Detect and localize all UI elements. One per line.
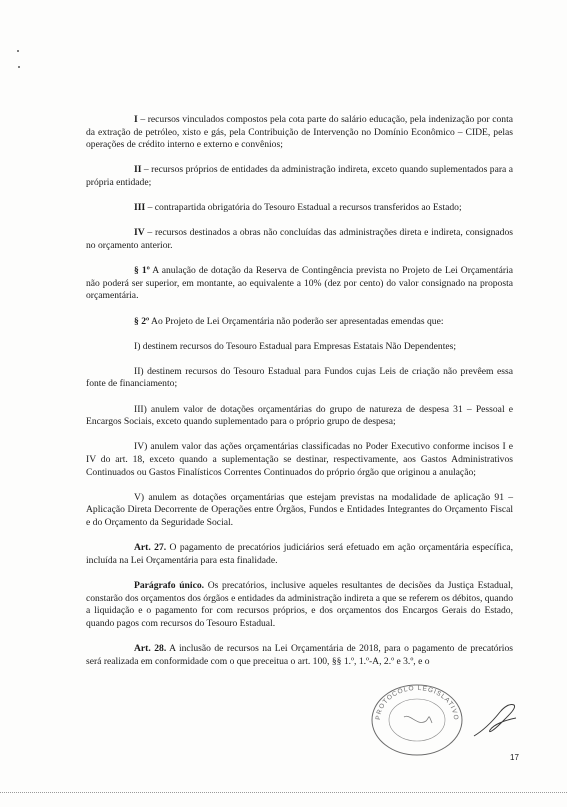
stamp-text: PROTOCOLO LEGISLATIVO xyxy=(374,684,460,722)
paragraph-art-27: Art. 27. O pagamento de precatórios judiciários será efetuado em ação orçamentária específica, incluída na Lei Orçamentária para esta finalidade. xyxy=(86,542,514,566)
handwritten-signature xyxy=(470,700,520,742)
scan-speck xyxy=(17,50,19,52)
paragraph-item-2: II) destinem recursos do Tesouro Estadual para Fundos cujas Leis de criação não prevêem essa fonte de financiamento; xyxy=(86,365,513,390)
paragraph-paragrafo-2: § 2º Ao Projeto de Lei Orçamentária não poderão ser apresentadas emendas que: xyxy=(134,315,444,327)
paragraph-inciso-3: III – contrapartida obrigatória do Tesouro Estadual a recursos transferidos ao Estado; xyxy=(134,202,462,214)
paragraph-item-4: IV) anulem valor das ações orçamentárias classificadas no Poder Executivo conforme incisos I e IV do art. 18, exceto quando a suplementação se destinar, respectivamente, aos Gastos Administrativos Continuados ou Gastos Finalísticos Correntes Continuados do próprio órgão que originou a anulação; xyxy=(86,441,513,478)
svg-text:PROTOCOLO LEGISLATIVO xyxy=(375,685,459,721)
paragraph-art-28: Art. 28. A inclusão de recursos na Lei Orçamentária de 2018, para o pagamento de precatórios será realizada em conformidade com o que preceitua o art. 100, §§ 1.º, 1.º-A, 2.º e 3.º, e o xyxy=(86,642,513,667)
paragraph-item-1: I) destinem recursos do Tesouro Estadual para Empresas Estatais Não Dependentes; xyxy=(134,340,457,352)
scan-speck xyxy=(18,66,20,68)
paragraph-paragrafo-unico: Parágrafo único. Os precatórios, inclusive aqueles resultantes de decisões da Justiça Estadual, constarão dos orçamentos dos órgãos e entidades da administração indireta a que se referem os débitos, quando a liquidação e o pagamento for com recursos próprios, e dos orçamentos dos Encargos Gerais do Estado, quando pagos com recursos do Tesouro Estadual. xyxy=(86,579,514,629)
paragraph-item-3: III) anulem valor de dotações orçamentárias do grupo de natureza de despesa 31 – Pessoal e Encargos Sociais, exceto quando suplementado para o próprio grupo de despesa; xyxy=(86,403,513,428)
page-number: 17 xyxy=(510,753,519,762)
paragraph-item-5: V) anulem as dotações orçamentárias que estejam previstas na modalidade de aplicação 91 – Aplicação Direta Decorrente de Operações entre Órgãos, Fundos e Entidades Integrantes do Orçamento Fiscal e do Orçamento da Seguridade Social. xyxy=(86,491,513,528)
paragraph-inciso-1: I – recursos vinculados compostos pela cota parte do salário educação, pela indenização por conta da extração de petróleo, xisto e gás, pela Contribuição de Intervenção no Domínio Econômico – CIDE, pelas operações de crédito interno e externo e convênios; xyxy=(86,114,513,151)
paragraph-paragrafo-1: § 1º A anulação de dotação da Reserva de Contingência prevista no Projeto de Lei Orçamentária não poderá ser superior, em montante, ao equivalente a 10% (dez por cento) do valor consignado na proposta orçamentária. xyxy=(86,265,513,302)
protocol-stamp xyxy=(368,683,466,757)
paragraph-inciso-2: II – recursos próprios de entidades da administração indireta, exceto quando suplementados para a própria entidade; xyxy=(86,164,513,188)
paragraph-inciso-4: IV – recursos destinados a obras não concluídas das administrações direta e indireta, consignados no orçamento anterior. xyxy=(86,227,513,251)
footer-divider xyxy=(0,792,567,793)
body-text xyxy=(86,114,513,681)
